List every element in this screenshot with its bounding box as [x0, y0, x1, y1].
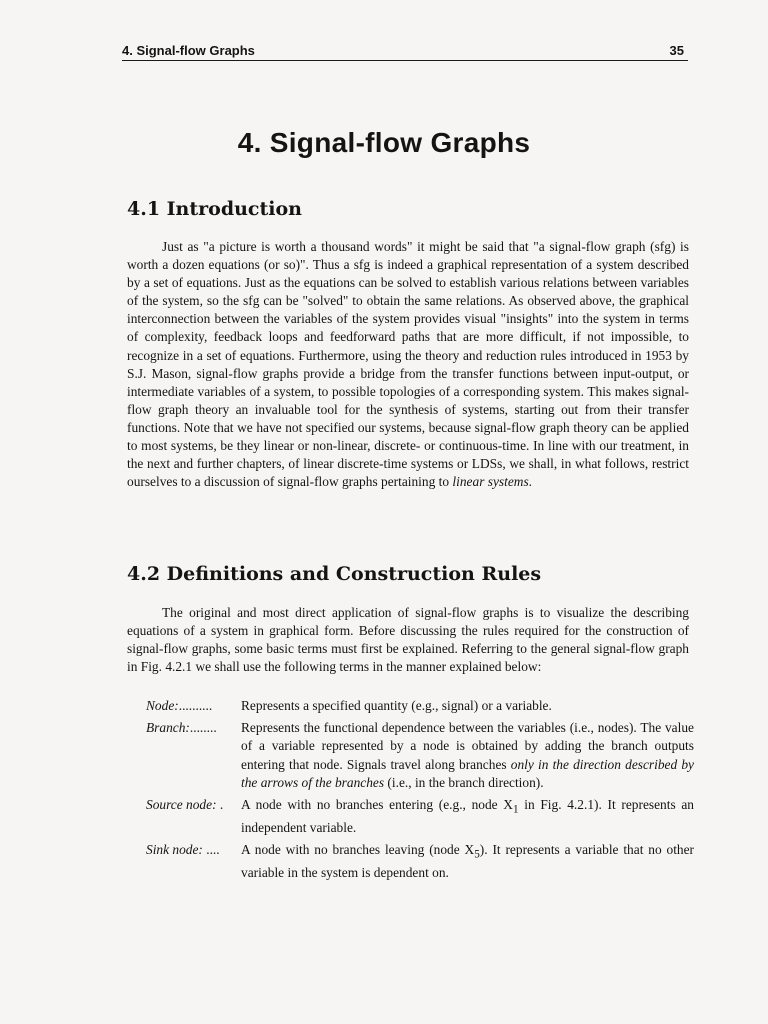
- definition-branch: [146, 719, 694, 792]
- introduction-paragraph: [127, 238, 689, 491]
- definition-text: [241, 796, 694, 837]
- term-label: Branch:: [146, 720, 190, 736]
- term-leader: ....: [202, 842, 220, 858]
- running-header: [122, 44, 688, 61]
- term-label: Sink node:: [146, 842, 203, 858]
- term-leader: ........: [189, 720, 217, 736]
- definition-term: [146, 841, 241, 882]
- definition-list: [146, 697, 694, 886]
- definition-sink-node: [146, 841, 694, 882]
- definition-term: [146, 697, 241, 715]
- term-leader: ..........: [178, 698, 213, 713]
- source-subscript: 1: [512, 803, 519, 816]
- source-text: A node with no branches entering (e.g., node X: [241, 797, 513, 813]
- header-title: 4. Signal-flow Graphs: [122, 43, 255, 58]
- branch-text: Represents the functional dependence between the variables (i.e., nodes). The value of a variable represented by a node is obtained by adding the branch outputs entering that node. Signals travel along branches: [241, 720, 694, 772]
- chapter-title: 4. Signal-flow Graphs: [237, 127, 531, 158]
- intro-text: Just as "a picture is worth a thousand words" it might be said that "a signal-flow graph (sfg) is worth a dozen equations (or so)". Thus a sfg is indeed a graphical representation of a system described by a set of equations. Just as the equations can be solved to establish various relations between variables of the system, so the sfg can be "solved" to obtain the same relations. As observed above, the graphical interconnection between the variables of the system provides visual "insights" into the system in terms of complexity, feedback loops and feedforward paths that are more difficult, if not impossible, to recognize in a set of equations. Furthermore, using the theory and reduction rules introduced in 1953 by S.J. Mason, signal-flow graphs provide a bridge from the transfer functions between input-output, or intermediate variables of a system, to possible topologies of a corresponding system. This makes signal-flow graph theory an invaluable tool for the synthesis of systems, starting out from their transfer functions. Note that we have not specified our systems, because signal-flow graph theory can be applied to most systems, be they linear or non-linear, discrete- or continuous-time. In line with our treatment, in the next and further chapters, of linear discrete-time systems or LDSs, we shall, in what follows, restrict ourselves to a discussion of signal-flow graphs pertaining to: [127, 239, 689, 490]
- sink-text: A node with no branches leaving (node X: [241, 842, 475, 858]
- definition-term: [146, 796, 241, 837]
- definition-source-node: [146, 796, 694, 837]
- term-label: Node:: [146, 698, 179, 713]
- definition-text: [241, 841, 694, 882]
- sink-text-end: ). It represents a variable that no other variable in the system is dependent on.: [241, 842, 695, 880]
- intro-emphasis: linear systems: [452, 474, 529, 490]
- page-number: 35: [669, 43, 684, 58]
- section-heading-definitions: 4.2 Definitions and Construction Rules: [127, 563, 542, 585]
- sink-subscript: 5: [474, 848, 480, 861]
- intro-end: .: [528, 474, 533, 490]
- branch-text-end: (i.e., in the branch direction).: [384, 774, 544, 790]
- definition-text: Represents a specified quantity (e.g., signal) or a variable.: [241, 698, 552, 713]
- section-heading-introduction: 4.1 Introduction: [127, 198, 302, 220]
- definition-node: [146, 697, 694, 715]
- definitions-paragraph: The original and most direct application of signal-flow graphs is to visualize the describing equations of a system in graphical form. Before discussing the rules required for the construction of signal-flow graphs, some basic terms must first be explained. Referring to the general signal-flow graph in Fig. 4.2.1 we shall use the following terms in the manner explained below:: [127, 605, 689, 675]
- definition-term: [146, 719, 241, 792]
- term-label: Source node:: [146, 797, 217, 813]
- branch-emphasis: only in the direction described by the arrows of the branches: [241, 756, 694, 790]
- source-text-end: in Fig. 4.2.1). It represents an independent variable.: [241, 797, 694, 835]
- term-leader: .: [216, 797, 224, 813]
- definition-text: [241, 719, 694, 792]
